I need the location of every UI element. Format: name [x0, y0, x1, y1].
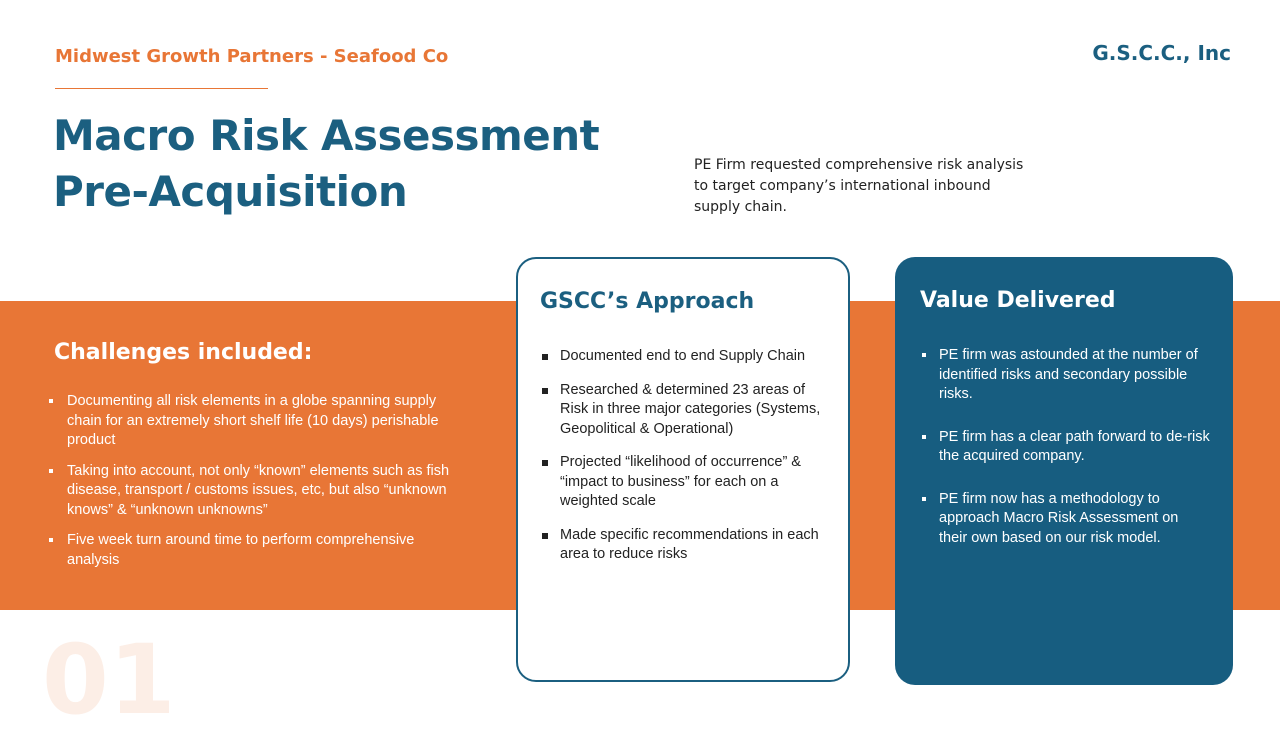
challenge-item: Taking into account, not only “known” elements such as fish disease, transport / customs issues, etc, but also “unknown knows” & “unknown unknowns”	[48, 462, 468, 521]
value-heading: Value Delivered	[920, 288, 1116, 313]
value-item: PE firm has a clear path forward to de-risk the acquired company.	[920, 428, 1210, 467]
slide-subtitle: Midwest Growth Partners - Seafood Co	[55, 46, 449, 67]
slide-number: 01	[42, 624, 176, 736]
approach-heading: GSCC’s Approach	[540, 289, 755, 314]
title-line-1: Macro Risk Assessment	[53, 111, 600, 160]
slide-title	[53, 108, 599, 220]
approach-item: Documented end to end Supply Chain	[540, 347, 830, 367]
approach-item: Made specific recommendations in each area to reduce risks	[540, 526, 830, 565]
approach-item: Researched & determined 23 areas of Risk in three major categories (Systems, Geopolitical & Operational)	[540, 381, 830, 440]
challenge-item: Documenting all risk elements in a globe spanning supply chain for an extremely short shelf life (10 days) perishable product	[48, 392, 468, 451]
value-item: PE firm now has a methodology to approach Macro Risk Assessment on their own based on our risk model.	[920, 490, 1210, 549]
value-list	[920, 346, 1210, 571]
approach-card	[516, 257, 850, 682]
intro-text: PE Firm requested comprehensive risk analysis to target company’s international inbound supply chain.	[694, 157, 1024, 215]
challenges-heading: Challenges included:	[54, 340, 313, 365]
approach-item: Projected “likelihood of occurrence” & “impact to business” for each on a weighted scale	[540, 453, 830, 512]
challenges-list	[48, 392, 468, 581]
subtitle-divider	[55, 88, 268, 89]
approach-list	[540, 347, 830, 579]
challenge-item: Five week turn around time to perform comprehensive analysis	[48, 531, 468, 570]
value-card	[895, 257, 1233, 685]
company-name: G.S.C.C., Inc	[1092, 41, 1231, 65]
title-line-2: Pre-Acquisition	[53, 167, 408, 216]
value-item: PE firm was astounded at the number of identified risks and secondary possible risks.	[920, 346, 1210, 405]
